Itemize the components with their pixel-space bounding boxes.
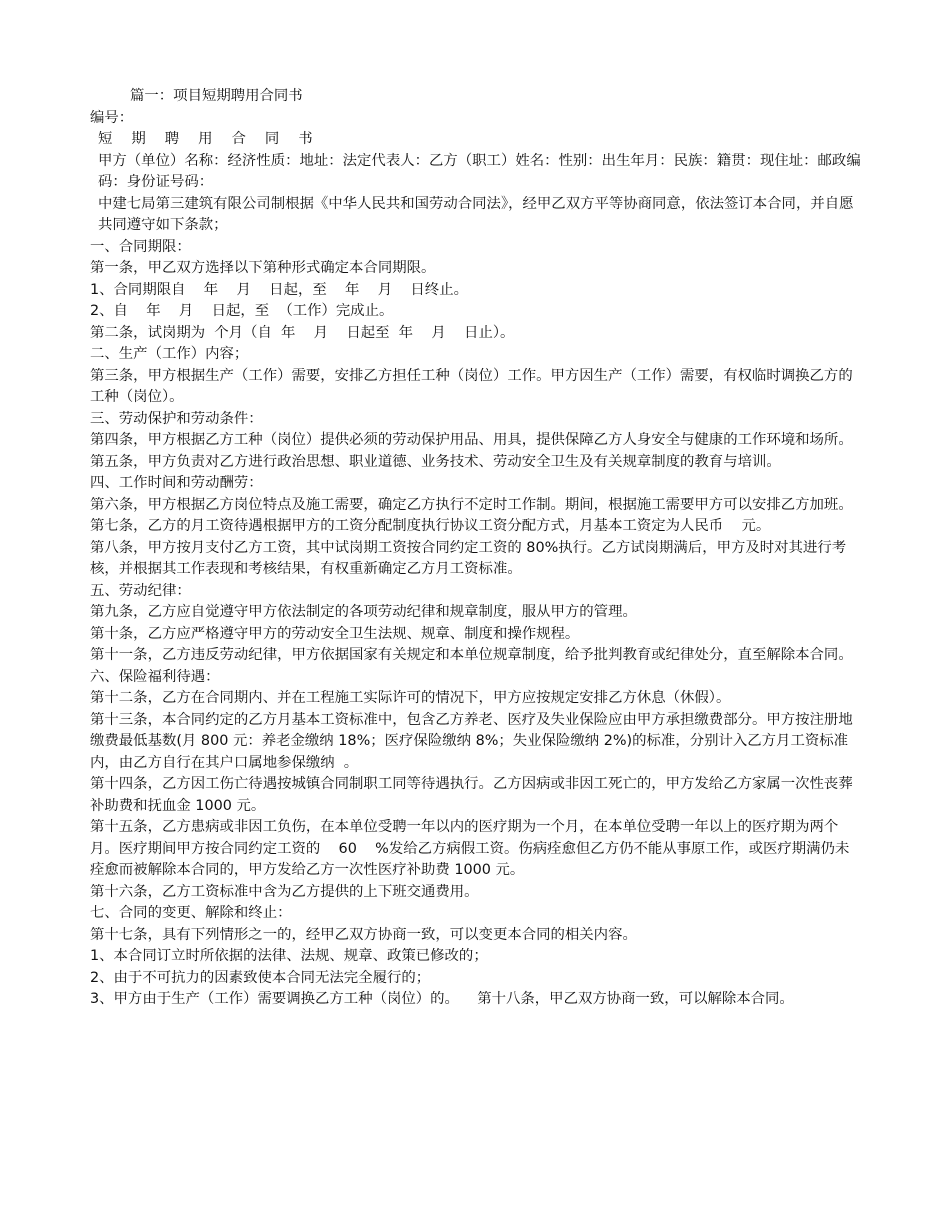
contract-subtitle: 短 期 聘 用 合 同 书 bbox=[98, 131, 320, 147]
section-heading-labor-discipline: 五、劳动纪律： bbox=[90, 582, 191, 599]
contract-document bbox=[90, 86, 862, 1011]
article-8: 第八条，甲方按月支付乙方工资，其中试岗期工资按合同约定工资的 80%执行。乙方试岗期满后，甲方及时对其进行考核，并根据其工作表现和考核结果，有权重新确定乙方月工资标准。 bbox=[90, 539, 847, 577]
article-9: 第九条，乙方应自觉遵守甲方依法制定的各项劳动纪律和规章制度，服从甲方的管理。 bbox=[90, 604, 637, 620]
article-14: 第十四条，乙方因工伤亡待遇按城镇合同制职工同等待遇执行。乙方因病或非因工死亡的，甲方发给乙方家属一次性丧葬补助费和抚血金 1000 元。 bbox=[90, 776, 853, 814]
article-17-item-1: 1、本合同订立时所依据的法律、法规、规章、政策已修改的； bbox=[90, 948, 488, 964]
article-5: 第五条，甲方负责对乙方进行政治思想、职业道德、业务技术、劳动安全卫生及有关规章制度的教育与培训。 bbox=[90, 453, 781, 470]
article-17-item-2: 2、由于不可抗力的因素致使本合同无法完全履行的； bbox=[90, 969, 431, 986]
party-info-paragraph: 甲方（单位）名称：经济性质：地址：法定代表人：乙方（职工）姓名：性别：出生年月：民族：籍贯：现住址：邮政编码：身份证号码： bbox=[98, 152, 861, 190]
article-2: 第二条，试岗期为 个月（自 年 月 日起至 年 月 日止）。 bbox=[90, 324, 515, 341]
article-4: 第四条，甲方根据乙方工种（岗位）提供必须的劳动保护用品、用具，提供保障乙方人身安全与健康的工作环境和场所。 bbox=[90, 432, 853, 448]
article-11: 第十一条，乙方违反劳动纪律，甲方依据国家有关规定和本单位规章制度，给予批判教育或纪律处分，直至解除本合同。 bbox=[90, 647, 853, 663]
section-heading-contract-term: 一、合同期限： bbox=[90, 238, 191, 255]
section-heading-working-hours: 四、工作时间和劳动酬劳： bbox=[90, 475, 263, 491]
document-title: 篇一：项目短期聘用合同书 bbox=[130, 88, 303, 104]
article-15: 第十五条，乙方患病或非因工负伤，在本单位受聘一年以内的医疗期为一个月，在本单位受聘一年以上的医疗期为两个月。医疗期间甲方按合同约定工资的 60 %发给乙方病假工资。伤病痊愈但乙方仍不能从事原工作，或医疗期满仍未痊愈而被解除本合同的，甲方发给乙方一次性医疗补助费 1000 元。 bbox=[90, 819, 850, 878]
section-heading-insurance-welfare: 六、保险福利待遇： bbox=[90, 668, 220, 685]
article-13: 第十三条，本合同约定的乙方月基本工资标准中，包含乙方养老、医疗及失业保险应由甲方承担缴费部分。甲方按注册地缴费最低基数(月 800 元：养老金缴纳 18%；医疗保险缴纳 8%；失业保险缴纳 2%)的标准，分别计入乙方月工资标准内，由乙方自行在其户口属地参保缴纳 。 bbox=[90, 711, 853, 771]
article-12: 第十二条，乙方在合同期内、并在工程施工实际许可的情况下，甲方应按规定安排乙方休息（休假）。 bbox=[90, 690, 731, 706]
article-1-option-1: 1、合同期限自 年 月 日起，至 年 月 日终止。 bbox=[90, 281, 468, 298]
article-10: 第十条，乙方应严格遵守甲方的劳动安全卫生法规、规章、制度和操作规程。 bbox=[90, 625, 580, 642]
article-17-item-3-and-article-18: 3、甲方由于生产（工作）需要调换乙方工种（岗位）的。 第十八条，甲乙双方协商一致，可以解除本合同。 bbox=[90, 991, 794, 1007]
article-3: 第三条，甲方根据生产（工作）需要，安排乙方担任工种（岗位）工作。甲方因生产（工作）需要，有权临时调换乙方的工种（岗位）。 bbox=[90, 367, 853, 405]
article-7: 第七条，乙方的月工资待遇根据甲方的工资分配制度执行协议工资分配方式，月基本工资定为人民币 元。 bbox=[90, 518, 771, 534]
article-1: 第一条，甲乙双方选择以下第种形式确定本合同期限。 bbox=[90, 260, 436, 276]
section-heading-contract-changes: 七、合同的变更、解除和终止： bbox=[90, 905, 292, 921]
article-16: 第十六条，乙方工资标准中含为乙方提供的上下班交通费用。 bbox=[90, 883, 479, 900]
preamble-paragraph: 中建七局第三建筑有限公司制根据《中华人民共和国劳动合同法》，经甲乙双方平等协商同意，依法签订本合同，并自愿共同遵守如下条款； bbox=[98, 195, 854, 233]
article-17: 第十七条，具有下列情形之一的，经甲乙双方协商一致，可以变更本合同的相关内容。 bbox=[90, 926, 637, 943]
article-6: 第六条，甲方根据乙方岗位特点及施工需要，确定乙方执行不定时工作制。期间，根据施工需要甲方可以安排乙方加班。 bbox=[90, 496, 853, 513]
section-heading-work-content: 二、生产（工作）内容； bbox=[90, 346, 249, 362]
section-heading-labor-protection: 三、劳动保护和劳动条件： bbox=[90, 410, 263, 427]
article-1-option-2: 2、自 年 月 日起，至 （工作）完成止。 bbox=[90, 303, 394, 319]
serial-number-label: 编号： bbox=[90, 109, 134, 126]
